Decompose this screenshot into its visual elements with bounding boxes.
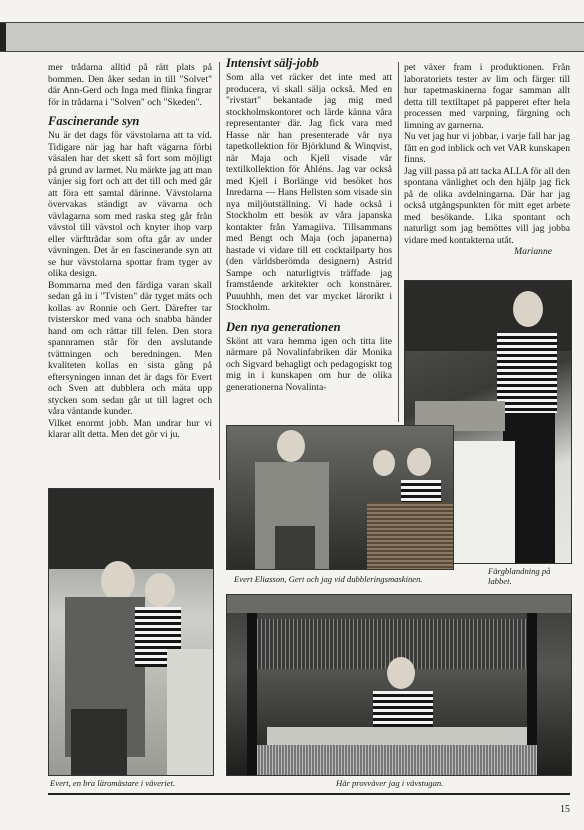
heading-intensivt-salj-jobb: Intensivt sälj-jobb bbox=[226, 56, 319, 70]
bottom-rule bbox=[48, 793, 570, 795]
caption-color-mixing: Färgblandning på labbet. bbox=[488, 566, 551, 586]
column-3-paragraph-2: Nu vet jag hur vi jobbar, i varje fall har jag fått en god inblick och vet VAR kunskapen finns. bbox=[404, 131, 570, 165]
column-divider bbox=[219, 62, 220, 480]
column-1-paragraph-1: Nu är det dags för vävstolarna att ta vid. Tidigare när jag har haft vägarna förbi väsalen har det skett så fort som möjligt på grund av larmet. Nu märkte jag att man vänjer sig fort och att det till och med går att föra ett samtal därinne. Vävstolarna övervakas ständigt av vävarna och vävlagarna som med raska steg går från vävstol till vävstol och knyter ihop varp eller värfttrådar som ofta går av under vävningen. Det är en fascinerande syn att se hur vävstolarna spottar fram tyger av olika design. bbox=[48, 130, 212, 279]
column-1-paragraph-2: Bommarna med den färdiga varan skall sedan gå in i "Tvisten" där tyget mäts och kollas av Ronnie och Gert. Därefter tar tvisterskor med vana och snabba händer hand om och rättar till felen. Den stora spannramen står för den avslutande tvättningen och beredningen. Men kvaliteten kollas en sista gång på eftersyningen innan det är dags för Evert och Sven att dubblera och mäta upp stycken som sedan går ut till lagret och våra väntande kunder. bbox=[48, 279, 212, 417]
photo-doubling-machine bbox=[226, 425, 454, 570]
heading-den-nya-generationen: Den nya generationen bbox=[226, 319, 341, 334]
column-2-paragraph-2: Skönt att vara hemma igen och titta lite närmare på Novalinfabriken där Monika och Sigvard behagligt och pedagogiskt tog mig in i kunskapen om hur de olika generationerna Novalinta- bbox=[226, 335, 392, 393]
column-3-paragraph-3: Jag vill passa på att tacka ALLA för all den spontana vänlighet och den hjälp jag fick på de olika avdelningarna. Där har jag också utgångspunkten för mitt eget arbete med besökande. Lika spontant och naturligt som jag bemöttes vill jag jobba vidare med kontakterna utåt. bbox=[404, 165, 570, 246]
signature: Marianne bbox=[514, 246, 552, 257]
photo-weaving bbox=[226, 594, 572, 776]
column-2 bbox=[226, 56, 392, 393]
caption-teacher: Evert, en bra läromästare i väveriet. bbox=[50, 778, 176, 788]
caption-doubling-machine: Evert Eliasson, Gert och jag vid dubbleringsmaskinen. bbox=[234, 574, 423, 584]
column-1-paragraph-3: Vilket enormt jobb. Man undrar hur vi klarar allt detta. Men det gör vi ju. bbox=[48, 417, 212, 440]
heading-fascinerande-syn: Fascinerande syn bbox=[48, 114, 140, 128]
column-2-paragraph-1: Som alla vet räcker det inte med att producera, vi skall sälja också. Med en "rivstart" bekantade jag mig med stockholmskontoret och lärde känna våra representanter där. Jag fick vara med Hasse när han presenterade vår nya tapetkollektion för Björklund & Winqvist, när Maja och Kjell visade vår textilkollektion för Åhléns. Jag var också med Kjell i Borlänge vid besöket hos Inredarna — Hans Hellsten som visade sin nya miljöutställning. Vi hade också i Stockholm ett besök av våra japanska kontakter från Yamagiiva. Tillsammans med Bengt och Maja (och japanerna) hastade vi vidare till ett cocktailparty hos (den världsberömda designern) Astrid Sampe och naturligtvis träffade jag framstående arkitekter och konstnärer. Puuuhhh, men det var mycket lärorikt i Stockholm. bbox=[226, 72, 392, 313]
column-3-paragraph-1: pet växer fram i produktionen. Från laboratoriets tester av lim och färger till hur tapetmaskinerna fogar samman allt detta till textiltapet på papperet efter hela processen med varpning, färgning och limning av garnerna. bbox=[404, 62, 570, 131]
photo-evert-teacher bbox=[48, 488, 214, 776]
column-1-intro: mer trådarna alltid på rätt plats på bommen. Den åker sedan in till "Solvet" där Ann-Gerd och Inga med flinka fingrar för in trådarna i "Solven" och "Skeden". bbox=[48, 62, 212, 108]
column-1 bbox=[48, 62, 212, 441]
column-3 bbox=[404, 62, 570, 258]
caption-weaving: Här provväver jag i vävstugan. bbox=[336, 778, 444, 788]
header-bar-tick bbox=[0, 23, 6, 51]
column-divider bbox=[398, 62, 399, 422]
header-bar bbox=[0, 22, 584, 52]
page-number: 15 bbox=[560, 804, 570, 815]
